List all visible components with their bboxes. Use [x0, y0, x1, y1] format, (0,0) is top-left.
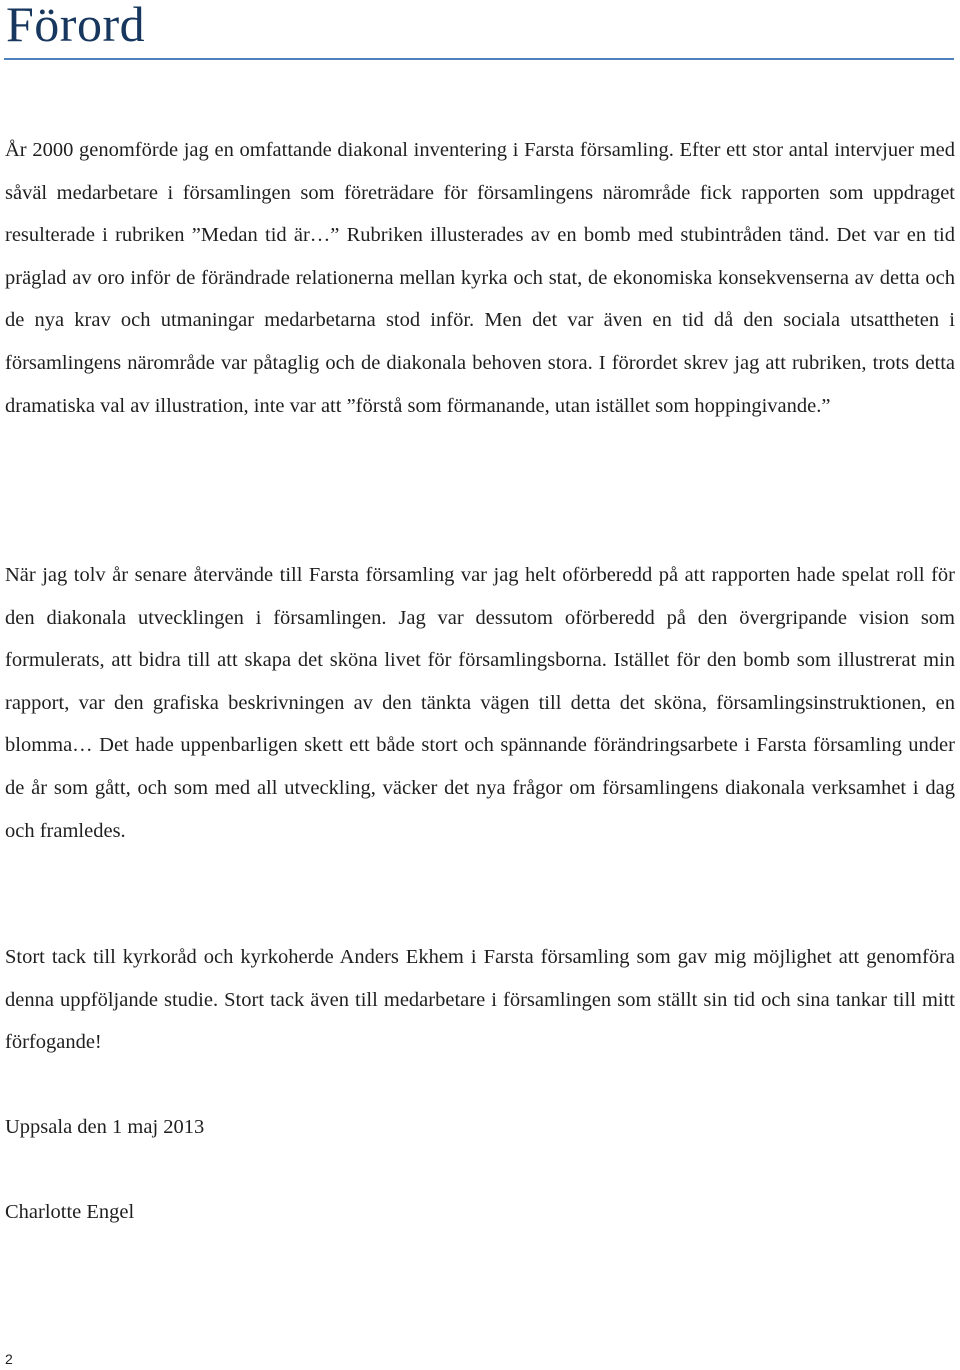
- page-number: 2: [5, 1351, 13, 1367]
- paragraph-thanks: Stort tack till kyrkoråd och kyrkoherde Anders Ekhem i Farsta församling som gav mig möjlighet att genomföra denna uppföljande studie. Stort tack även till medarbetare i församlingen som ställt sin tid och sina tankar till mitt förfogande!: [5, 946, 955, 1054]
- heading-underline: [4, 58, 954, 60]
- author-signature: Charlotte Engel: [5, 1201, 135, 1223]
- paragraph-return: När jag tolv år senare återvände till Farsta församling var jag helt oförberedd på att rapporten hade spelat roll för den diakonala utvecklingen i församlingen. Jag var dessutom oförberedd på den övergripande vision som formulerats, att bidra till att skapa det sköna livet för församlingsborna. Istället för den bomb som illustrerat min rapport, var den grafiska beskrivningen av den tänkta vägen till detta det sköna, församlingsinstruktionen, en blomma… Det hade uppenbarligen skett ett både stort och spännande förändringsarbete i Farsta församling under de år som gått, och som med all utveckling, väcker det nya frågor om församlingens diakonala verksamhet i dag och framledes.: [5, 564, 955, 842]
- page-title: Förord: [6, 0, 146, 52]
- place-and-date: Uppsala den 1 maj 2013: [5, 1116, 205, 1138]
- paragraph-intro: År 2000 genomförde jag en omfattande diakonal inventering i Farsta församling. Efter ett stor antal intervjuer med såväl medarbetare i församlingen som företrädare för församlingens närområde fick rapporten som uppdraget resulterade i rubriken ”Medan tid är…” Rubriken illusterades av en bomb med stubintråden tänd. Det var en tid präglad av oro inför de förändrade relationerna mellan kyrka och stat, de ekonomiska konsekvenserna av detta och de nya krav och utmaningar medarbetarna stod inför. Men det var även en tid då den sociala utsattheten i församlingens närområde var påtaglig och de diakonala behoven stora. I förordet skrev jag att rubriken, trots detta dramatiska val av illustration, inte var att ”förstå som förmanande, utan istället som hoppingivande.”: [5, 139, 955, 417]
